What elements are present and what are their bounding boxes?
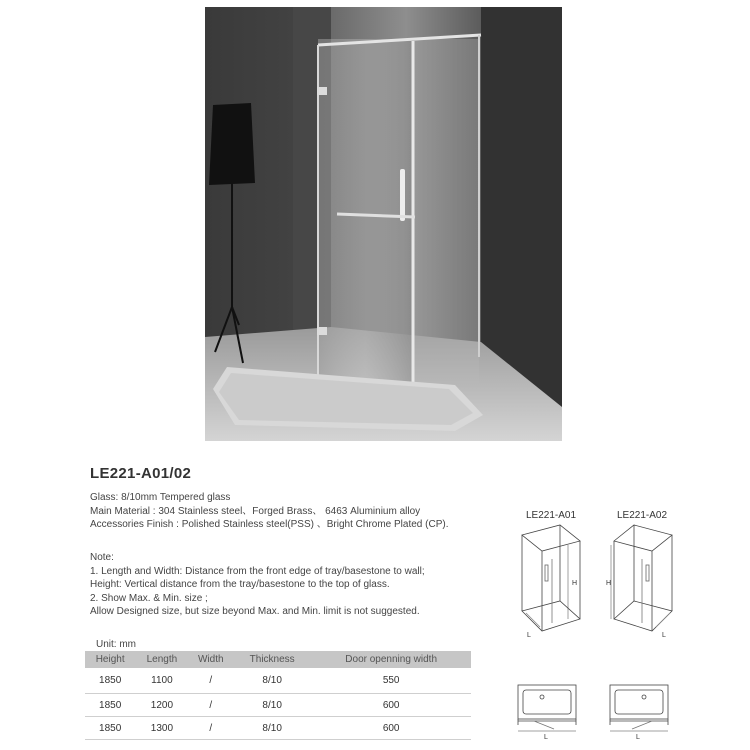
- table-cell: 1200: [135, 694, 188, 717]
- table-cell: /: [189, 668, 233, 694]
- table-cell: /: [189, 694, 233, 717]
- product-photo: [205, 7, 562, 441]
- table-cell: 8/10: [233, 717, 311, 740]
- spec-main-material: Main Material : 304 Stainless steel、Forged Brass、 6463 Aluminium alloy: [90, 505, 421, 517]
- header-door-width: Door openning width: [311, 651, 471, 668]
- header-width: Width: [189, 651, 233, 668]
- notes-block: [90, 551, 510, 619]
- table-cell: 1100: [135, 668, 188, 694]
- note-line: Height: Vertical distance from the tray/basestone to the top of glass.: [90, 579, 390, 590]
- length-mark: L: [527, 632, 531, 639]
- diagram-label-a01: LE221-A01: [526, 510, 577, 521]
- spec-glass: Glass: 8/10mm Tempered glass: [90, 492, 231, 503]
- table-row: [85, 668, 471, 694]
- table-header-row: [85, 651, 471, 668]
- header-length: Length: [135, 651, 188, 668]
- table-cell: 550: [311, 668, 471, 694]
- spec-list: [90, 491, 510, 532]
- table-cell: 600: [311, 717, 471, 740]
- table-cell: /: [189, 717, 233, 740]
- note-line: 2. Show Max. & Min. size ;: [90, 592, 208, 604]
- diagram-a02-plan: [606, 681, 672, 741]
- table-cell: 1850: [85, 668, 135, 694]
- length-mark: L: [662, 632, 666, 639]
- height-mark: H: [572, 580, 578, 587]
- note-heading: Note:: [90, 552, 114, 563]
- table-cell: 1850: [85, 717, 135, 740]
- height-mark: H: [606, 580, 612, 587]
- length-mark: L: [636, 734, 640, 741]
- header-thickness: Thickness: [233, 651, 311, 668]
- table-cell: 1300: [135, 717, 188, 740]
- table-row: [85, 694, 471, 717]
- table-cell: 1850: [85, 694, 135, 717]
- size-table: [85, 651, 471, 740]
- header-height: Height: [85, 651, 135, 668]
- diagram-a02-perspective: [604, 523, 684, 641]
- table-cell: 600: [311, 694, 471, 717]
- unit-label: Unit: mm: [96, 639, 136, 650]
- table-cell: 8/10: [233, 694, 311, 717]
- diagram-label-a02: LE221-A02: [617, 510, 668, 521]
- table-row: [85, 717, 471, 740]
- note-line: Allow Designed size, but size beyond Max. and Min. limit is not suggested.: [90, 606, 420, 617]
- diagram-a01-plan: [514, 681, 580, 741]
- length-mark: L: [544, 734, 548, 741]
- note-line: 1. Length and Width: Distance from the front edge of tray/basestone to wall;: [90, 565, 425, 577]
- spec-accessories-finish: Accessories Finish : Polished Stainless steel(PSS) 、Bright Chrome Plated (CP).: [90, 519, 449, 530]
- diagram-a01-perspective: [512, 523, 592, 641]
- product-model-title: LE221-A01/02: [90, 465, 192, 482]
- table-cell: 8/10: [233, 668, 311, 694]
